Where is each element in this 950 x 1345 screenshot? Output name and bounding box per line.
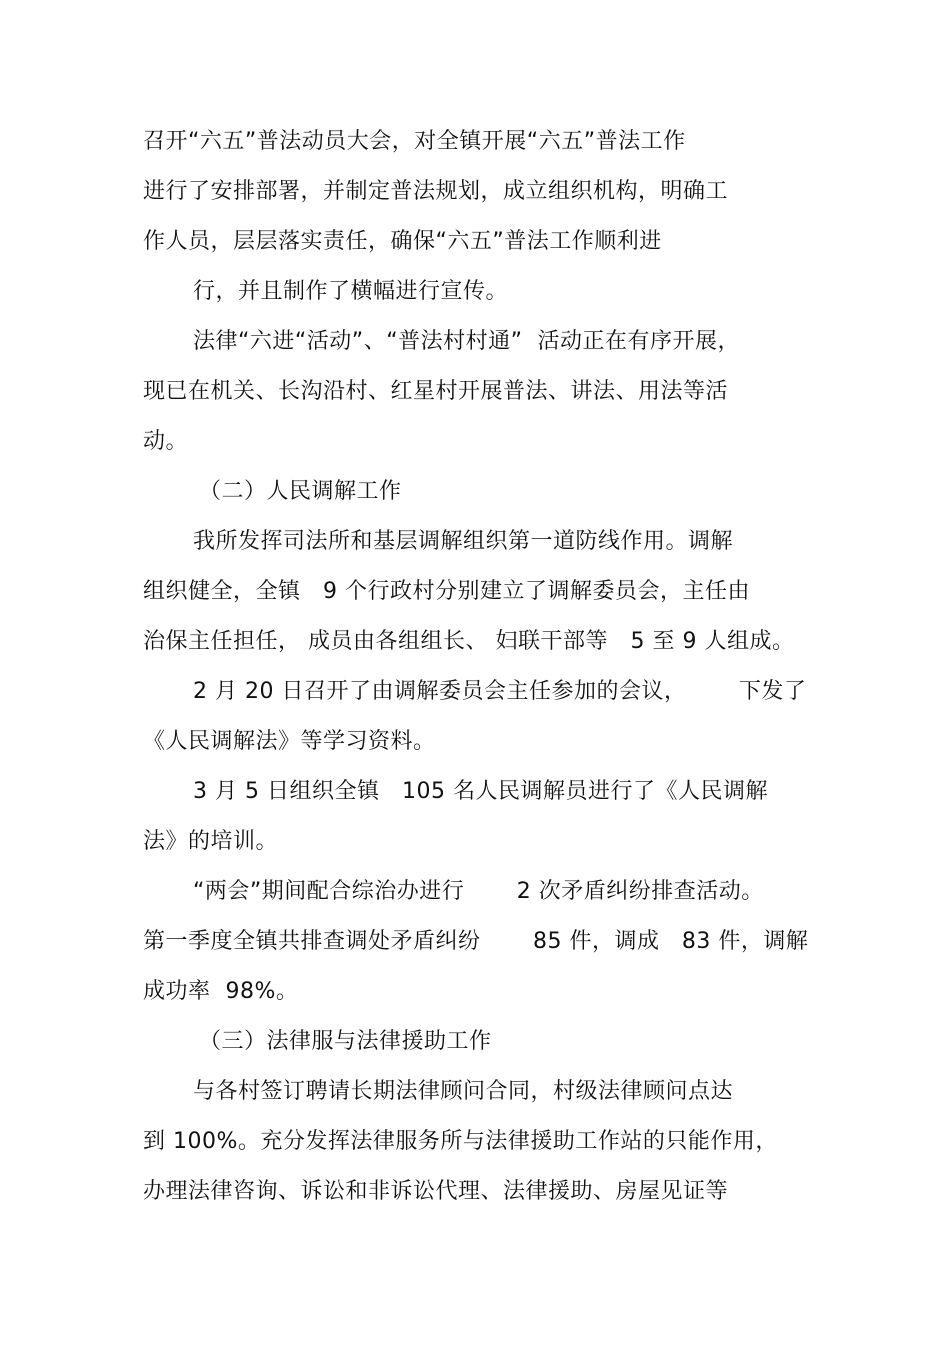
text-line: “两会”期间配合综治办进行 2 次矛盾纠纷排查活动。 — [193, 879, 764, 904]
text-line: 行，并且制作了横幅进行宣传。 — [193, 279, 509, 304]
text-line: 办理法律咨询、诉讼和非诉讼代理、法律援助、房屋见证等 — [143, 1179, 729, 1204]
text-line: 现已在机关、长沟沿村、红星村开展普法、讲法、用法等活 — [143, 379, 729, 404]
text-line: 2 月 20 日召开了由调解委员会主任参加的会议， 下发了 — [193, 679, 807, 704]
section-heading: （三）法律服与法律援助工作 — [199, 1029, 492, 1054]
text-line: 法律“六进“活动”、“普法村村通” 活动正在有序开展， — [193, 329, 740, 354]
text-line: 与各村签订聘请长期法律顾问合同，村级法律顾问点达 — [193, 1079, 734, 1104]
section-heading: （二）人民调解工作 — [199, 479, 402, 504]
text-line: 我所发挥司法所和基层调解组织第一道防线作用。调解 — [193, 529, 734, 554]
text-line: 作人员，层层落实责任，确保“六五”普法工作顺利进 — [143, 229, 662, 254]
text-line: 第一季度全镇共排查调处矛盾纠纷 85 件，调成 83 件，调解 — [143, 929, 809, 954]
text-line: 到 100%。充分发挥法律服务所与法律援助工作站的只能作用， — [143, 1129, 778, 1154]
text-line: 进行了安排部署，并制定普法规划，成立组织机构，明确工 — [143, 179, 729, 204]
text-line: 法》的培训。 — [143, 829, 279, 854]
text-line: 组织健全，全镇 9 个行政村分别建立了调解委员会，主任由 — [143, 579, 750, 604]
text-line: 成功率 98%。 — [143, 979, 299, 1004]
text-line: 3 月 5 日组织全镇 105 名人民调解员进行了《人民调解 — [193, 779, 768, 804]
text-line: 召开“六五”普法动员大会，对全镇开展“六五”普法工作 — [143, 129, 686, 154]
text-line: 动。 — [143, 429, 189, 454]
text-line: 治保主任担任， 成员由各组组长、 妇联干部等 5 至 9 人组成。 — [143, 629, 795, 654]
text-line: 《人民调解法》等学习资料。 — [143, 729, 436, 754]
